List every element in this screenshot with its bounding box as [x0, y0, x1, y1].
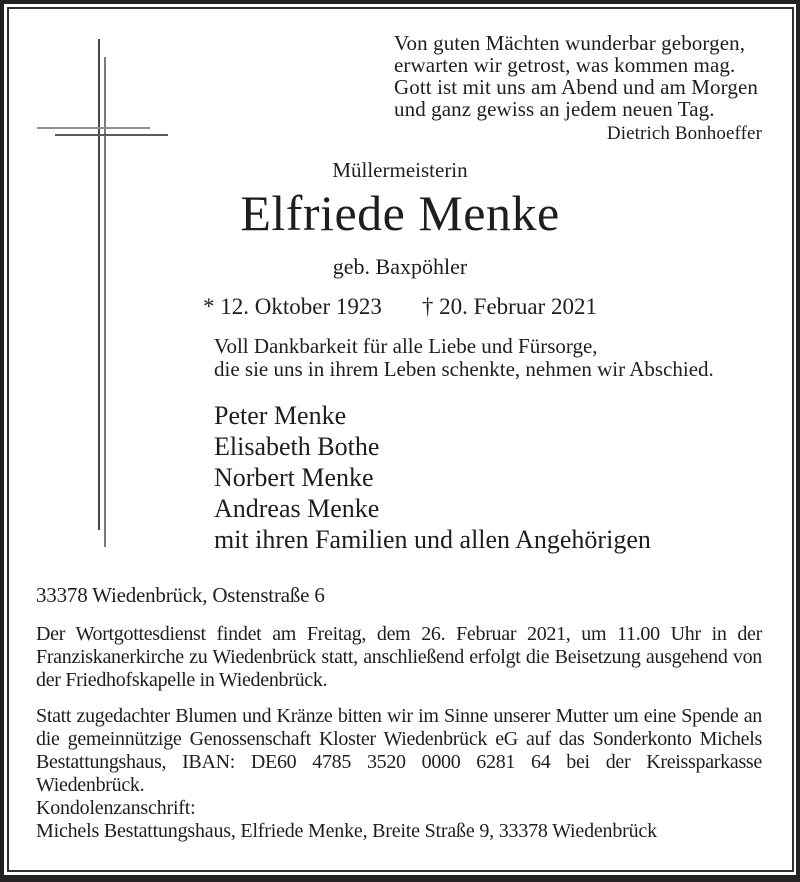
birth-date: * 12. Oktober 1923 [203, 294, 382, 319]
maiden-name: geb. Baxpöhler [332, 254, 468, 279]
quote-line: Gott ist mit uns am Abend und am Morgen [394, 75, 758, 99]
quote-line: erwarten wir getrost, was kommen mag. [394, 53, 736, 77]
deceased-title: Müllermeisterin [332, 158, 468, 182]
mourner-name: Peter Menke [214, 401, 347, 430]
mourner-name: Norbert Menke [214, 463, 374, 492]
deceased-identity-block [0, 158, 800, 320]
quote-line: und ganz gewiss an jedem neuen Tag. [394, 97, 715, 121]
death-date: † 20. Februar 2021 [421, 294, 597, 319]
quote-attribution: Dietrich Bonhoeffer [606, 123, 762, 144]
farewell-line: Voll Dankbarkeit für alle Liebe und Fürsorge, [214, 334, 598, 358]
quote-line: Von guten Mächten wunderbar geborgen, [394, 31, 746, 55]
donation-paragraph: Statt zugedachter Blumen und Kränze bitten wir im Sinne unserer Mutter um eine Spende an die gemeinnützige Genossenschaft Kloster Wiedenbrück eG auf das Sonderkonto Michels Bestattungshaus, IBAN: DE60 4785 3520 0000 6281 64 bei der Kreissparkasse Wiedenbrück. [36, 705, 762, 796]
farewell-line: die sie uns in ihrem Leben schenkte, nehmen wir Abschied. [214, 357, 714, 381]
life-dates-row [0, 294, 800, 320]
cross-horizontal-line-1 [37, 127, 150, 129]
notice-address: 33378 Wiedenbrück, Ostenstraße 6 [36, 583, 325, 607]
mourners-suffix: mit ihren Familien und allen Angehörigen [214, 525, 651, 554]
mourners-list [214, 400, 651, 555]
memorial-quote [394, 32, 766, 145]
cross-horizontal-line-2 [55, 134, 168, 136]
service-paragraph: Der Wortgottesdienst findet am Freitag, dem 26. Februar 2021, um 11.00 Uhr in der Franziskanerkirche zu Wiedenbrück statt, anschließend erfolgt die Beisetzung ausgehend von der Friedhofskapelle in Wiedenbrück. [36, 623, 762, 691]
deceased-name: Elfriede Menke [240, 185, 560, 241]
condolence-address: Michels Bestattungshaus, Elfriede Menke, Breite Straße 9, 33378 Wiedenbrück [36, 820, 657, 842]
farewell-text [214, 335, 714, 381]
condolence-label: Kondolenzanschrift: [36, 797, 196, 819]
mourner-name: Andreas Menke [214, 494, 380, 523]
mourner-name: Elisabeth Bothe [214, 432, 380, 461]
condolence-block [36, 797, 762, 843]
